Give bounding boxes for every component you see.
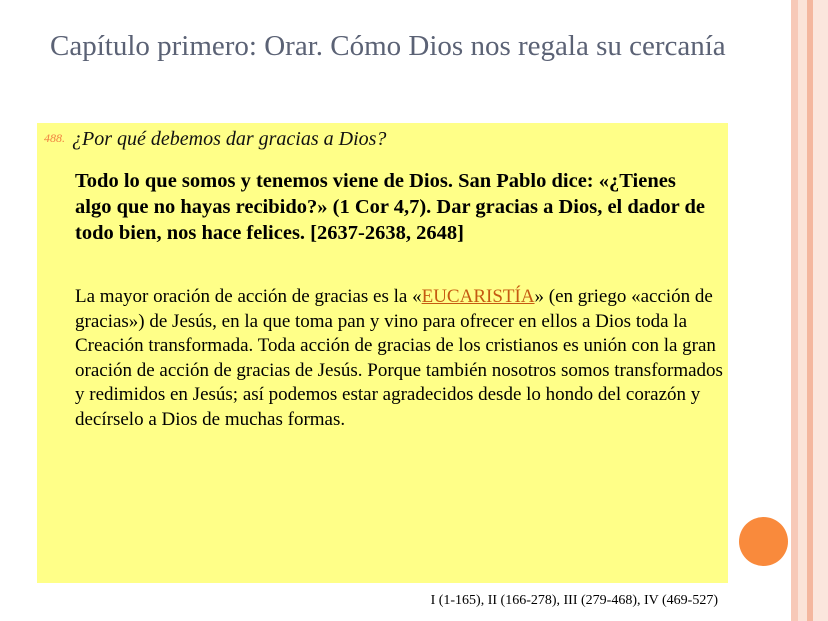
question-number: 488. xyxy=(44,131,65,145)
question-text: ¿Por qué debemos dar gracias a Dios? xyxy=(72,128,387,150)
eucaristia-link[interactable]: EUCARISTÍA xyxy=(421,286,535,307)
slide-title: Capítulo primero: Orar. Cómo Dios nos regala su cercanía xyxy=(50,30,726,62)
decorative-stripe xyxy=(791,0,798,621)
decorative-stripe xyxy=(813,0,828,621)
body-text-after-link: » (en griego «acción de gracias») de Jesús, en la que toma pan y vino para ofrecer en ellos a Dios toda la Creación transformada. Toda acción de gracias de los cristianos es unión con la gran oración de acción de gracias de Jesús. Porque también nosotros somos transformados y redimidos en Jesús; así podemos estar agradecidos desde lo hondo del corazón y decírselo a Dios de muchas formas. xyxy=(75,286,723,430)
body-paragraph xyxy=(75,285,725,432)
body-text-before-link: La mayor oración de acción de gracias es la « xyxy=(75,286,422,307)
decorative-stripe xyxy=(798,0,807,621)
footer-text: I (1-165), II (166-278), III (279-468), IV (469-527) xyxy=(430,593,718,608)
decorative-circle xyxy=(739,517,788,566)
question-row xyxy=(44,128,718,151)
answer-text: Todo lo que somos y tenemos viene de Dios. San Pablo dice: «¿Tienes algo que no hayas recibido?» (1 Cor 4,7). Dar gracias a Dios, el dador de todo bien, nos hace felices. [2637-2638, 2648] xyxy=(75,170,706,244)
content-box xyxy=(37,123,728,583)
